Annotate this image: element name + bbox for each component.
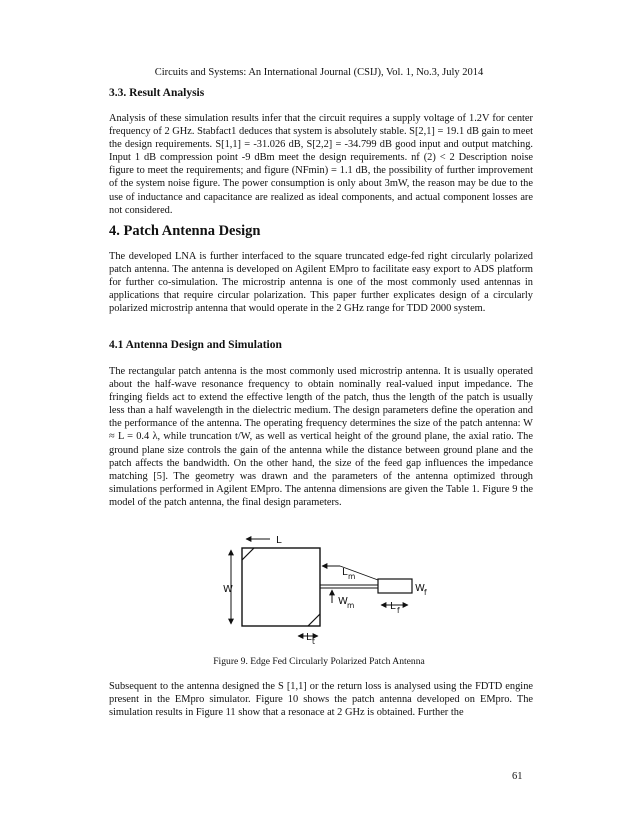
label-Lt: L — [306, 632, 312, 643]
patch-square — [242, 548, 320, 626]
figure-9-caption: Figure 9. Edge Fed Circularly Polarized Patch Antenna — [213, 656, 425, 667]
result-analysis-paragraph: Analysis of these simulation results infer that the circuit requires a supply voltage of 1.2V for center frequency of 2 GHz. Stabfact1 deduces that system is absolutely stable. S[2,1] = 19.1 dB gain to meet the design requirements. S[1,1] = -31.026 dB, S[2,2] = -34.799 dB good input and output matching. Input 1 dB compression point -9 dBm meet the design requirements. nf (2) < 2 Description noise figure to meet the requirements; and figure (NFmin) = 1.1 dB, the possibility of further improvement of the system noise figure. The power consumption is only about 3mW, the reason may be due to the use of inductance and capacitance are realized as ideal components, and actual component losses are not considered. — [109, 113, 533, 216]
section-4-body — [109, 250, 533, 315]
continuation-body — [109, 680, 533, 719]
page-number: 61 — [512, 771, 523, 782]
label-Lf: L — [390, 601, 396, 612]
running-head: Circuits and Systems: An International Journal (CSIJ), Vol. 1, No.3, July 2014 — [154, 67, 484, 78]
section-4-1-body — [109, 365, 533, 509]
return-loss-paragraph: Subsequent to the antenna designed the S [1,1] or the return loss is analysed using the FDTD engine present in the EMpro simulator. Figure 10 shows the patch antenna developed on EMpro. The simulation results in Figure 11 show that a resonace at 2 GHz is obtained. Further the — [109, 681, 533, 719]
truncated-corner-top-left — [242, 548, 254, 560]
label-Lm-sub: m — [348, 572, 356, 581]
truncated-corner-bottom-right — [308, 614, 320, 626]
section-4 — [109, 222, 533, 240]
label-W: W — [223, 584, 233, 595]
label-Lm: L — [342, 567, 348, 578]
section-4-1-heading: 4.1 Antenna Design and Simulation — [109, 339, 282, 351]
patch-antenna-svg — [218, 533, 448, 653]
section-4-heading: 4. Patch Antenna Design — [109, 223, 261, 239]
label-Wf-sub: f — [424, 588, 427, 597]
label-Lf-sub: f — [397, 606, 400, 615]
figure-9-patch-antenna-diagram — [218, 533, 448, 653]
section-3-3 — [109, 86, 533, 100]
label-Lt-sub: t — [312, 637, 315, 646]
label-L: L — [276, 535, 282, 546]
section-3-3-heading: 3.3. Result Analysis — [109, 87, 205, 99]
section-4-1 — [109, 338, 533, 352]
patch-antenna-paragraph: The developed LNA is further interfaced to the square truncated edge-fed right circularly polarized patch antenna. The antenna is developed on Agilent EMpro to facilitate easy export to ADS platform for further co-simulation. The microstrip antenna is one of the most commonly used antennas in applications that require circular polarization. This paper further explicates design of a circularly polarized microstrip antenna that would operate in the 2 GHz range for TDD 2000 system. — [109, 251, 533, 315]
label-Wf: W — [415, 583, 425, 594]
feed-rectangle — [378, 579, 412, 593]
label-Wm-sub: m — [347, 601, 355, 610]
section-3-3-body — [109, 112, 533, 217]
label-Wm: W — [338, 596, 348, 607]
antenna-design-paragraph: The rectangular patch antenna is the most commonly used microstrip antenna. It is usually operated about the half-wave resonance frequency to obtain nominally real-valued input impedance. The fringing fields act to extend the effective length of the patch, thus the length of the patch is usually less than a half wavelength in the dielectric medium. The design parameters define the operation and the performance of the antenna. The operating frequency determines the size of the patch antenna: W ≈ L = 0.4 λ, while truncation t/W, as well as vertical height of the ground plane, the axial ratio. The ground plane size controls the gain of the antenna while the distance between ground plane and the patch affects the bandwidth. On the other hand, the size of the feed gap influences the impedance matching [5]. The geometry was drawn and the parameters of the antenna optimized through simulations performed in Agilent EMpro. The antenna dimensions are given the Table 1. Figure 9 the model of the patch antenna, the final design parameters. — [109, 366, 533, 508]
